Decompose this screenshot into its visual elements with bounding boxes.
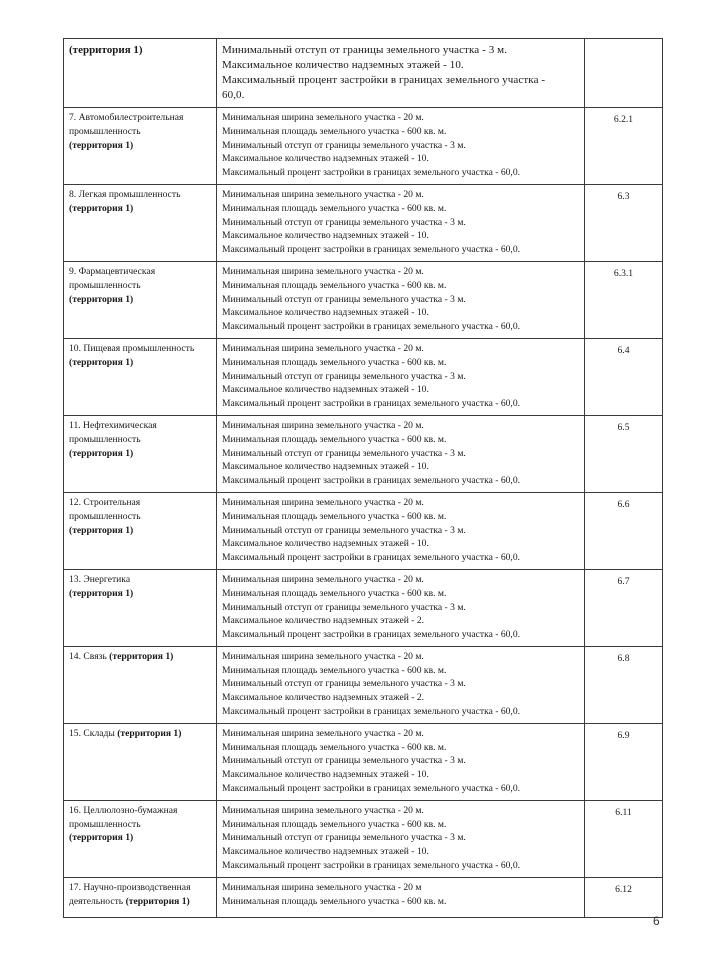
parameter-line: Минимальная площадь земельного участка - 600 кв. м.: [222, 125, 447, 137]
land-use-name-text: 7. Автомобилестроительная: [69, 112, 184, 123]
parameters-cell: [217, 492, 585, 569]
parameter-line: Минимальная площадь земельного участка - 600 кв. м.: [222, 510, 447, 522]
parameter-line: Максимальный процент застройки в границах земельного участка - 60,0.: [222, 475, 521, 487]
parameter-line: Максимальный процент застройки в границах земельного участка - 60,0.: [222, 321, 521, 333]
territory-label: (территория 1): [69, 524, 134, 536]
parameters-cell: [217, 877, 585, 917]
land-use-name-cell: [64, 723, 217, 800]
table-row: [64, 646, 663, 723]
parameters-cell: [217, 184, 585, 261]
land-use-name-cell: [64, 261, 217, 338]
parameter-line: Максимальное количество надземных этажей - 2.: [222, 692, 425, 704]
parameter-line: Минимальная ширина земельного участка - 20 м.: [222, 265, 424, 277]
land-use-name-text: 8. Легкая промышленность: [69, 188, 181, 200]
table-row: [64, 415, 663, 492]
land-use-name-text: деятельность: [69, 895, 126, 907]
parameter-line: Максимальное количество надземных этажей - 10.: [222, 538, 429, 550]
land-use-name-cell: [64, 569, 217, 646]
territory-label: (территория 1): [69, 44, 143, 56]
territory-label: (территория 1): [69, 356, 134, 368]
land-use-name-cell: [64, 184, 217, 261]
parameter-line: Максимальный процент застройки в границах земельного участка - 60,0.: [222, 244, 521, 256]
land-use-name-line: [69, 818, 211, 832]
land-use-name-text: 9. Фармацевтическая: [69, 265, 156, 277]
parameter-line: Минимальная ширина земельного участка - 20 м.: [222, 112, 424, 123]
parameter-line: Минимальный отступ от границы земельного участка - 3 м.: [222, 447, 466, 459]
land-use-name-line: [69, 293, 211, 307]
parameter-line: Минимальный отступ от границы земельного участка - 3 м.: [222, 293, 466, 305]
parameter-line: Максимальное количество надземных этажей - 10.: [222, 846, 429, 858]
land-use-name-line: [69, 587, 211, 601]
land-use-name-text: 12. Строительная: [69, 496, 141, 508]
parameter-line: Минимальная ширина земельного участка - 20 м.: [222, 804, 424, 816]
parameter-line: Максимальное количество надземных этажей - 10.: [222, 59, 464, 71]
parameters-cell: [217, 261, 585, 338]
parameter-line: Максимальный процент застройки в границах земельного участка - 60,0.: [222, 167, 521, 179]
land-use-name-text: 17. Научно-производственная: [69, 881, 191, 893]
parameter-line: Максимальный процент застройки в границах земельного участка - 60,0.: [222, 783, 521, 795]
classifier-code-cell: 6.2.1: [585, 108, 663, 185]
land-use-name-line: [69, 419, 211, 433]
classifier-code-cell: 6.8: [585, 646, 663, 723]
parameter-line: Минимальный отступ от границы земельного участка - 3 м.: [222, 370, 466, 382]
parameter-line: Максимальный процент застройки в границах земельного участка - 60,0.: [222, 552, 521, 564]
land-use-name-line: [69, 881, 211, 895]
table-row: [64, 877, 663, 917]
parameters-cell: [217, 39, 585, 108]
land-use-name-line: [69, 111, 211, 125]
parameter-line: Минимальный отступ от границы земельного участка - 3 м.: [222, 678, 466, 690]
land-use-name-text: 16. Целлюлозно-бумажная: [69, 804, 178, 816]
parameter-line: Максимальное количество надземных этажей - 10.: [222, 230, 429, 242]
parameter-line: Минимальная ширина земельного участка - 20 м.: [222, 188, 424, 200]
land-use-name-cell: [64, 877, 217, 917]
table-body: [64, 39, 663, 918]
land-use-name-text: 13. Энергетика: [69, 573, 131, 585]
land-use-name-cell: [64, 108, 217, 185]
parameter-line: Минимальная ширина земельного участка - 20 м.: [222, 573, 424, 585]
territory-label: (территория 1): [69, 202, 134, 214]
land-use-name-cell: [64, 800, 217, 877]
table-row: [64, 569, 663, 646]
parameter-line: Минимальная площадь земельного участка - 600 кв. м.: [222, 818, 447, 830]
parameter-line: Минимальная ширина земельного участка - 20 м.: [222, 419, 424, 431]
parameter-line: Минимальный отступ от границы земельного участка - 3 м.: [222, 44, 508, 56]
territory-label: (территория 1): [109, 650, 174, 662]
parameter-line: Минимальный отступ от границы земельного участка - 3 м.: [222, 216, 466, 228]
table-row: [64, 723, 663, 800]
parameter-line: Минимальная ширина земельного участка - 20 м: [222, 881, 422, 893]
parameter-line: Минимальный отступ от границы земельного участка - 3 м.: [222, 755, 466, 767]
parameters-cell: [217, 415, 585, 492]
parameter-line: Максимальное количество надземных этажей - 10.: [222, 307, 429, 319]
classifier-code-cell: [585, 39, 663, 108]
land-use-name-line: [69, 356, 211, 370]
land-use-name-line: [69, 895, 211, 909]
territory-label: (территория 1): [69, 293, 134, 305]
territory-label: (территория 1): [69, 447, 134, 459]
land-use-name-line: [69, 573, 211, 587]
land-use-name-line: [69, 510, 211, 524]
land-use-name-text: промышленность: [69, 510, 141, 522]
land-use-name-text: 14. Связь: [69, 650, 110, 662]
land-use-name-line: [69, 447, 211, 461]
land-use-name-text: 11. Нефтехимическая: [69, 419, 157, 431]
classifier-code-cell: 6.12: [585, 877, 663, 917]
classifier-code-cell: 6.9: [585, 723, 663, 800]
parameter-line: Максимальное количество надземных этажей - 10.: [222, 153, 429, 165]
parameter-line: Минимальная площадь земельного участка - 600 кв. м.: [222, 664, 447, 676]
table-row: [64, 108, 663, 185]
parameter-line: Минимальная площадь земельного участка - 600 кв. м.: [222, 895, 447, 907]
land-use-name-text: промышленность: [69, 279, 141, 291]
parameter-line: Максимальное количество надземных этажей - 10.: [222, 384, 429, 396]
land-use-name-line: [69, 279, 211, 293]
territory-label: (территория 1): [69, 832, 134, 844]
land-use-name-text: 15. Склады: [69, 727, 118, 739]
parameter-line: Максимальное количество надземных этажей - 10.: [222, 769, 429, 781]
page-number: 6: [653, 914, 660, 928]
parameter-line: Минимальная площадь земельного участка - 600 кв. м.: [222, 202, 447, 214]
parameter-line: Минимальная площадь земельного участка - 600 кв. м.: [222, 279, 447, 291]
land-use-name-line: [69, 650, 211, 664]
land-use-name-text: 10. Пищевая промышленность: [69, 342, 195, 354]
territory-label: (территория 1): [117, 727, 182, 739]
table-row: [64, 338, 663, 415]
zoning-parameters-table: [63, 38, 663, 918]
classifier-code-cell: 6.5: [585, 415, 663, 492]
land-use-name-line: [69, 496, 211, 510]
parameter-line: Максимальное количество надземных этажей - 10.: [222, 461, 429, 473]
land-use-name-line: [69, 433, 211, 447]
land-use-name-line: [69, 139, 211, 153]
land-use-name-line: [69, 265, 211, 279]
territory-label: (территория 1): [69, 139, 134, 151]
parameter-line: Максимальный процент застройки в границах земельного участка - 60,0.: [222, 629, 521, 641]
table-row: [64, 800, 663, 877]
land-use-name-text: промышленность: [69, 818, 141, 830]
classifier-code-cell: 6.4: [585, 338, 663, 415]
parameters-cell: [217, 723, 585, 800]
parameter-line: 60,0.: [222, 89, 245, 101]
parameter-line: Минимальный отступ от границы земельного участка - 3 м.: [222, 601, 466, 613]
table-row: [64, 39, 663, 108]
parameters-cell: [217, 569, 585, 646]
classifier-code-cell: 6.6: [585, 492, 663, 569]
land-use-name-line: [69, 804, 211, 818]
land-use-name-text: промышленность: [69, 433, 141, 445]
land-use-name-line: [69, 727, 211, 741]
table-row: [64, 261, 663, 338]
parameter-line: Минимальный отступ от границы земельного участка - 3 м.: [222, 524, 466, 536]
land-use-name-cell: [64, 415, 217, 492]
territory-label: (территория 1): [125, 895, 190, 907]
land-use-name-line: [69, 524, 211, 538]
table-row: [64, 184, 663, 261]
territory-label: (территория 1): [69, 587, 134, 599]
land-use-name-cell: [64, 39, 217, 108]
parameter-line: Минимальная ширина земельного участка - 20 м.: [222, 650, 424, 662]
parameter-line: Максимальный процент застройки в границах земельного участка - 60,0.: [222, 706, 521, 718]
land-use-name-line: [69, 43, 211, 58]
parameters-cell: [217, 108, 585, 185]
land-use-name-cell: [64, 338, 217, 415]
parameters-cell: [217, 646, 585, 723]
parameter-line: Минимальная ширина земельного участка - 20 м.: [222, 496, 424, 508]
land-use-name-line: [69, 342, 211, 356]
parameter-line: Минимальная ширина земельного участка - 20 м.: [222, 342, 424, 354]
parameter-line: Минимальная площадь земельного участка - 600 кв. м.: [222, 356, 447, 368]
parameter-line: Минимальная площадь земельного участка - 600 кв. м.: [222, 741, 447, 753]
classifier-code-cell: 6.7: [585, 569, 663, 646]
parameter-line: Максимальный процент застройки в границах земельного участка - 60,0.: [222, 860, 521, 872]
parameter-line: Максимальный процент застройки в границах земельного участка - 60,0.: [222, 398, 521, 410]
land-use-name-line: [69, 188, 211, 202]
classifier-code-cell: 6.3: [585, 184, 663, 261]
parameters-cell: [217, 338, 585, 415]
parameter-line: Минимальная площадь земельного участка - 600 кв. м.: [222, 433, 447, 445]
table-row: [64, 492, 663, 569]
parameter-line: Минимальный отступ от границы земельного участка - 3 м.: [222, 832, 466, 844]
parameter-line: Минимальная площадь земельного участка - 600 кв. м.: [222, 587, 447, 599]
land-use-name-cell: [64, 492, 217, 569]
parameter-line: Минимальный отступ от границы земельного участка - 3 м.: [222, 139, 466, 151]
parameter-line: Максимальный процент застройки в границах земельного участка -: [222, 74, 546, 86]
classifier-code-cell: 6.3.1: [585, 261, 663, 338]
parameter-line: Максимальное количество надземных этажей - 2.: [222, 615, 425, 627]
parameter-line: Минимальная ширина земельного участка - 20 м.: [222, 727, 424, 739]
land-use-name-line: [69, 202, 211, 216]
land-use-name-line: [69, 125, 211, 139]
land-use-name-text: промышленность: [69, 125, 141, 137]
parameters-cell: [217, 800, 585, 877]
classifier-code-cell: 6.11: [585, 800, 663, 877]
land-use-name-cell: [64, 646, 217, 723]
land-use-name-line: [69, 831, 211, 845]
